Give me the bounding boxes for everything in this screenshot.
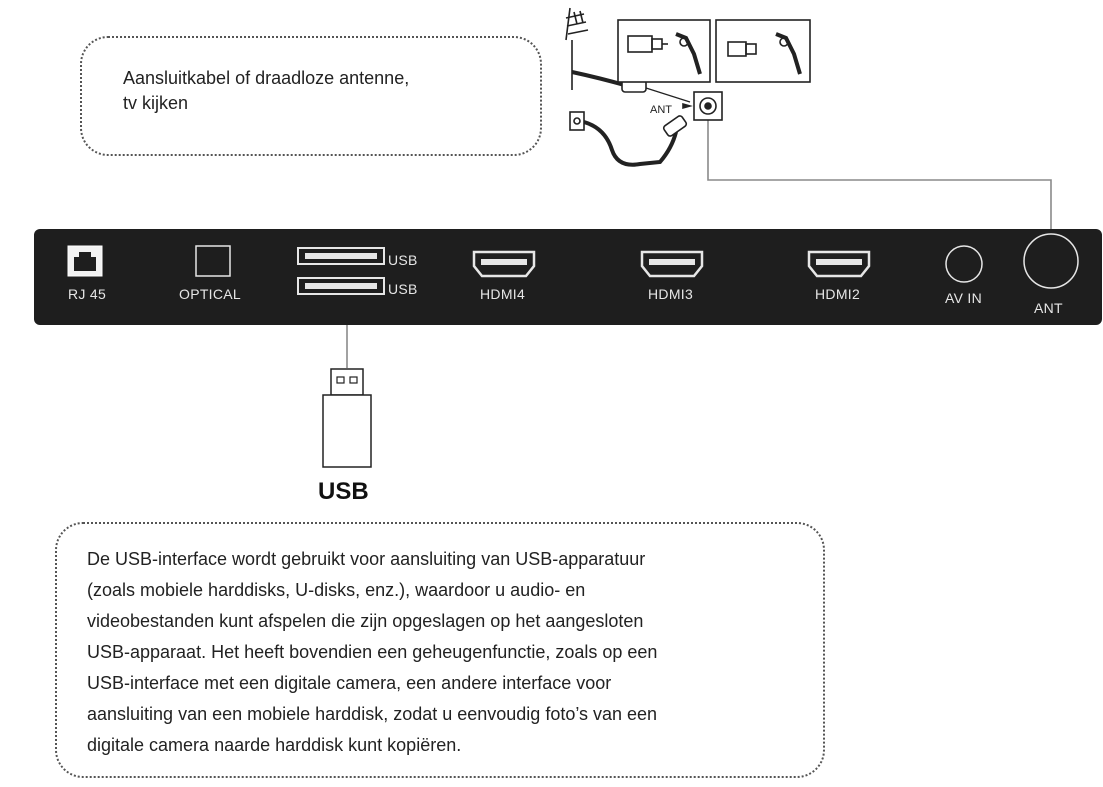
ant-port-label: ANT bbox=[1034, 300, 1063, 316]
usb-note-line-7: digitale camera naarde harddisk kunt kopiëren. bbox=[87, 735, 462, 755]
usb-device-label: USB bbox=[318, 478, 369, 505]
usb-note-line-4: USB-apparaat. Het heeft bovendien een geheugenfunctie, zoals op een bbox=[87, 642, 658, 662]
av-in-port-icon bbox=[944, 244, 984, 284]
usb-note-line-1: De USB-interface wordt gebruikt voor aansluiting van USB-apparatuur bbox=[87, 549, 646, 569]
usb-note bbox=[55, 522, 825, 778]
hdmi3-label: HDMI3 bbox=[648, 286, 694, 302]
usb-stick-icon bbox=[320, 368, 376, 470]
ant-port-icon bbox=[1022, 232, 1080, 290]
antenna-illustration bbox=[566, 8, 810, 165]
hdmi2-label: HDMI2 bbox=[815, 286, 861, 302]
usb-note-line-3: videobestanden kunt afspelen die zijn opgeslagen op het aangesloten bbox=[87, 611, 644, 631]
ant-connection-line bbox=[708, 118, 1051, 234]
rooftop-antenna-icon bbox=[566, 8, 588, 40]
usb-note-line-5: USB-interface met een digitale camera, een andere interface voor bbox=[87, 673, 612, 693]
hdmi4-label: HDMI4 bbox=[480, 286, 526, 302]
usb-port-icon bbox=[297, 247, 387, 297]
usb-port-2-label: USB bbox=[388, 281, 418, 297]
tv-connector-panel bbox=[34, 229, 1102, 325]
usb-port-1-label: USB bbox=[388, 252, 418, 268]
antenna-note-line-1: Aansluitkabel of draadloze antenne, bbox=[123, 68, 410, 88]
hdmi3-port-icon bbox=[640, 250, 704, 278]
hdmi2-port-icon bbox=[807, 250, 871, 278]
usb-note-line-2: (zoals mobiele harddisks, U-disks, enz.), waardoor u audio- en bbox=[87, 580, 586, 600]
antenna-note-line-2: tv kijken bbox=[123, 93, 189, 113]
optical-port-icon bbox=[195, 245, 231, 277]
rj45-label: RJ 45 bbox=[68, 286, 107, 302]
usb-note-line-6: aansluiting van een mobiele harddisk, zodat u eenvoudig foto’s van een bbox=[87, 704, 658, 724]
antenna-note bbox=[80, 36, 542, 156]
hdmi4-port-icon bbox=[472, 250, 536, 278]
av-in-label: AV IN bbox=[945, 290, 983, 306]
rj45-port-icon bbox=[67, 245, 103, 277]
optical-label: OPTICAL bbox=[179, 286, 242, 302]
antenna-socket-label: ANT bbox=[650, 104, 672, 116]
